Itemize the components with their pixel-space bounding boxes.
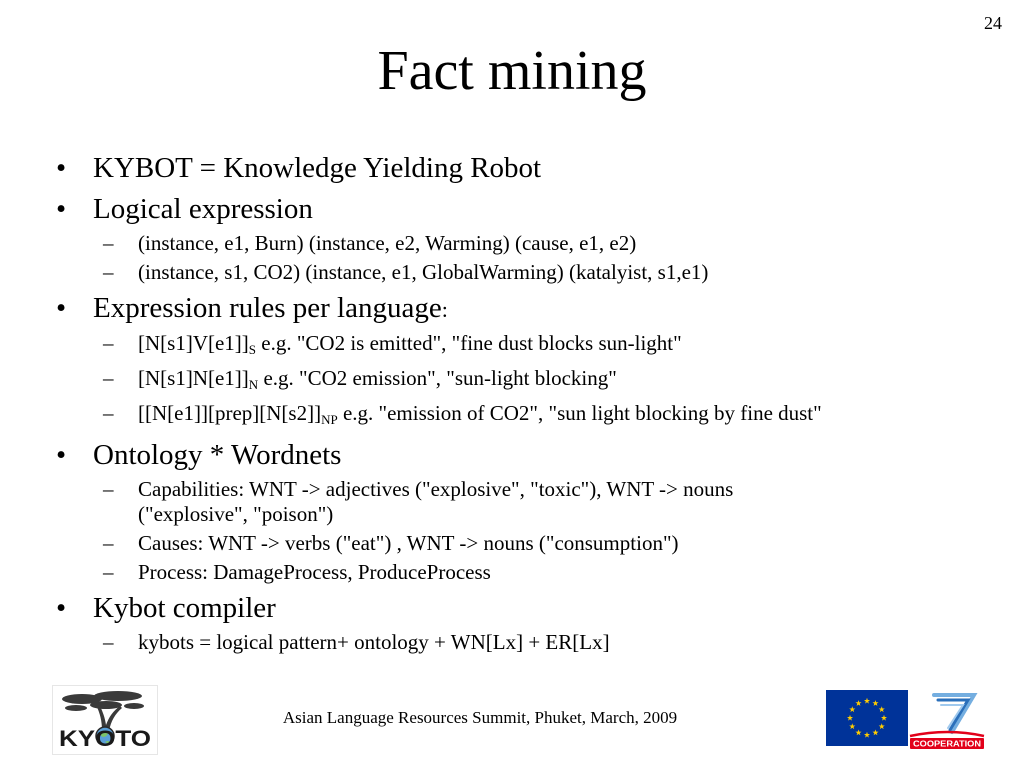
rule-subscript: N bbox=[248, 377, 259, 392]
bullet-text: Ontology * Wordnets bbox=[93, 439, 342, 471]
sub-list bbox=[93, 477, 1006, 585]
sub-item: – kybots = logical pattern+ ontology + WN[Lx] + ER[Lx] bbox=[93, 630, 1006, 655]
sub-list bbox=[93, 630, 1006, 655]
rule-example: e.g. "CO2 emission", "sun-light blocking" bbox=[258, 366, 617, 390]
bullet-text: KYBOT = Knowledge Yielding Robot bbox=[93, 152, 542, 184]
bullet-text: Kybot compiler bbox=[93, 592, 276, 624]
rule-example: e.g. "CO2 is emitted", "fine dust blocks sun-light" bbox=[256, 331, 682, 355]
bullet-kybot-compiler bbox=[56, 591, 1006, 655]
eu-flag-logo bbox=[826, 690, 908, 746]
rule-subscript: S bbox=[248, 342, 257, 357]
rule-example: e.g. "emission of CO2", "sun light blocking by fine dust" bbox=[337, 401, 822, 425]
kyoto-logo bbox=[52, 685, 158, 755]
sub-item: – Process: DamageProcess, ProduceProcess bbox=[93, 560, 1006, 585]
page-number: 24 bbox=[984, 13, 1002, 33]
bullet-text: Expression rules per language bbox=[93, 292, 442, 324]
rule-pattern: [N[s1]V[e1]] bbox=[138, 331, 249, 355]
fp7-logo bbox=[908, 686, 986, 752]
sub-item: – (instance, e1, Burn) (instance, e2, Warming) (cause, e1, e2) bbox=[93, 231, 1006, 256]
footer-text: Asian Language Resources Summit, Phuket, March, 2009 bbox=[282, 708, 678, 727]
bullet-ontology bbox=[56, 438, 1006, 585]
kyoto-wordmark: KYOTO bbox=[59, 726, 151, 751]
rule-subscript: NP bbox=[321, 412, 338, 427]
bullet-expression-rules bbox=[56, 291, 1006, 432]
bullet-logical-expression bbox=[56, 192, 1006, 285]
sub-item bbox=[93, 331, 1006, 362]
sub-item bbox=[93, 401, 1006, 432]
sub-list bbox=[93, 231, 1006, 285]
sub-item: – (instance, s1, CO2) (instance, e1, GlobalWarming) (katalyist, s1,e1) bbox=[93, 260, 1006, 285]
bullet-text: Logical expression bbox=[93, 193, 313, 225]
rule-pattern: [N[s1]N[e1]] bbox=[138, 366, 249, 390]
fp7-arc bbox=[910, 732, 984, 736]
sub-item: – Causes: WNT -> verbs ("eat") , WNT -> nouns ("consumption") bbox=[93, 531, 1006, 556]
sub-item bbox=[93, 366, 1006, 397]
sub-item bbox=[93, 477, 1006, 527]
rule-pattern: [[N[e1]][prep][N[s2]] bbox=[138, 401, 322, 425]
bullet-list bbox=[56, 151, 1006, 659]
fp7-seven-icon bbox=[934, 695, 974, 732]
sub-list bbox=[93, 331, 1006, 432]
slide-title: Fact mining bbox=[377, 40, 647, 102]
bullet-kybot bbox=[56, 151, 1006, 186]
sub-item-line: ("explosive", "poison") bbox=[138, 502, 334, 526]
sub-item-line: – Capabilities: WNT -> adjectives ("explosive", "toxic"), WNT -> nouns bbox=[138, 477, 734, 501]
fp7-cooperation-text: COOPERATION bbox=[913, 739, 982, 749]
bullet-text-suffix: : bbox=[441, 297, 448, 322]
